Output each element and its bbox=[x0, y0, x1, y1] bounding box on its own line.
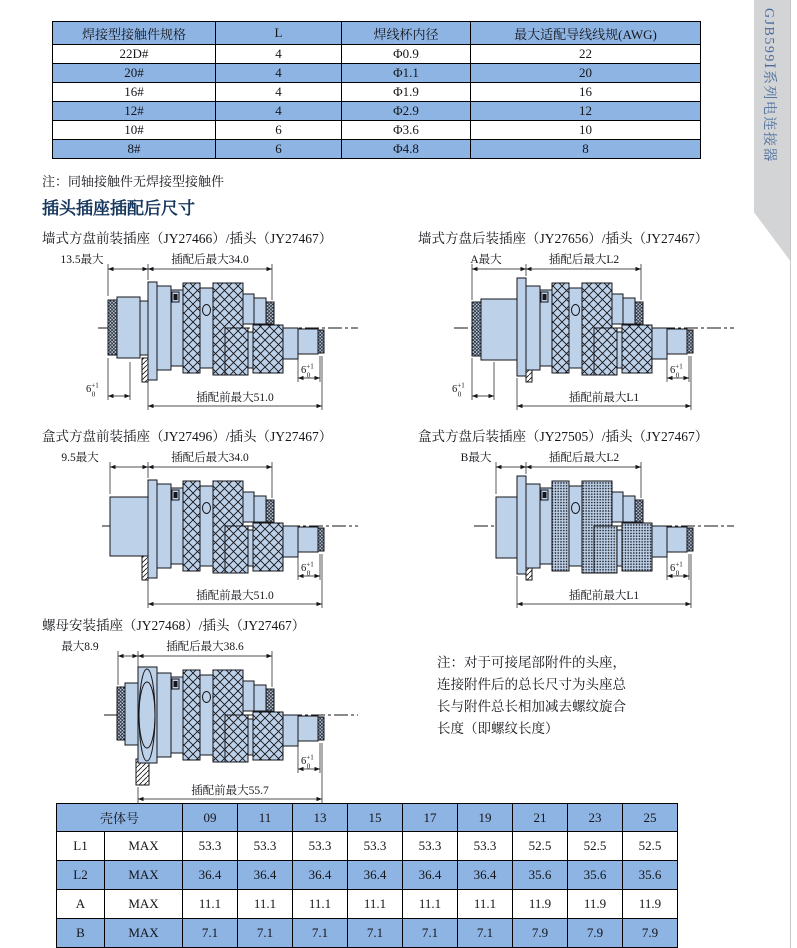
contact-table-cell: 20# bbox=[53, 64, 216, 83]
shell-value-cell: 35.6 bbox=[513, 861, 568, 890]
contact-table-cell: 20 bbox=[471, 64, 701, 83]
drawing-title-wall-rear: 墙式方盘后装插座（JY27656）/插头（JY27467） bbox=[418, 231, 709, 246]
note-line: 长与附件总长相加减去螺纹旋合 bbox=[437, 699, 626, 714]
contact-table-row bbox=[53, 140, 701, 159]
shell-value-cell: 7.1 bbox=[348, 919, 403, 948]
contact-table-cell: 8# bbox=[53, 140, 216, 159]
contact-table-header-row bbox=[53, 22, 701, 45]
drawing-jam-nut bbox=[22, 637, 362, 818]
dim-label-left: A最大 bbox=[470, 254, 502, 266]
shell-size-header-cell: 25 bbox=[623, 804, 678, 832]
drawing-title-jam-nut: 螺母安装插座（JY27468）/插头（JY27467） bbox=[42, 618, 306, 633]
contact-table-cell: Φ3.6 bbox=[342, 121, 471, 140]
shell-value-cell: 53.3 bbox=[183, 832, 238, 861]
shell-value-cell: 7.1 bbox=[458, 919, 513, 948]
section-title: 插头插座插配后尺寸 bbox=[42, 199, 195, 218]
shell-value-cell: 52.5 bbox=[568, 832, 623, 861]
contact-table-cell: 4 bbox=[216, 83, 342, 102]
shell-size-header-cell: 17 bbox=[403, 804, 458, 832]
shell-value-cell: 53.3 bbox=[348, 832, 403, 861]
shell-dim-name-cell: L2 bbox=[57, 861, 105, 890]
shell-value-cell: 11.9 bbox=[568, 890, 623, 919]
shell-value-cell: 53.3 bbox=[293, 832, 348, 861]
shell-value-cell: 11.9 bbox=[623, 890, 678, 919]
contact-table-cell: Φ1.1 bbox=[342, 64, 471, 83]
drawing-box-rear bbox=[424, 448, 764, 623]
shell-qualifier-cell: MAX bbox=[105, 832, 183, 861]
tolerance-label: $6^{+1}$ 0 bbox=[86, 381, 99, 399]
drawing-title-wall-front: 墙式方盘前装插座（JY27466）/插头（JY27467） bbox=[42, 231, 333, 246]
dim-label-mated: 插配后最大34.0 bbox=[171, 254, 249, 266]
shell-value-cell: 52.5 bbox=[623, 832, 678, 861]
shell-value-cell: 36.4 bbox=[293, 861, 348, 890]
shell-size-header-cell: 15 bbox=[348, 804, 403, 832]
note-line: 连接附件后的总长尺寸为头座总 bbox=[437, 677, 626, 692]
contact-table-cell: 16# bbox=[53, 83, 216, 102]
shell-value-cell: 7.9 bbox=[568, 919, 623, 948]
shell-table-row bbox=[57, 832, 678, 861]
contact-table-cell: 4 bbox=[216, 64, 342, 83]
contact-table-cell: 6 bbox=[216, 121, 342, 140]
shell-table-row bbox=[57, 861, 678, 890]
shell-value-cell: 11.1 bbox=[293, 890, 348, 919]
dim-label-mated: 插配后最大L2 bbox=[548, 254, 620, 266]
contact-table-row bbox=[53, 102, 701, 121]
shell-size-header-cell: 23 bbox=[568, 804, 623, 832]
contact-table-row bbox=[53, 83, 701, 102]
contact-table-cell: 10 bbox=[471, 121, 701, 140]
contact-note: 注：同轴接触件无焊接型接触件 bbox=[42, 174, 225, 189]
shell-value-cell: 53.3 bbox=[458, 832, 513, 861]
contact-table-cell: 6 bbox=[216, 140, 342, 159]
shell-value-cell: 36.4 bbox=[403, 861, 458, 890]
shell-value-cell: 11.9 bbox=[513, 890, 568, 919]
shell-size-header-cell: 09 bbox=[183, 804, 238, 832]
contact-table-cell: 12 bbox=[471, 102, 701, 121]
shell-value-cell: 7.1 bbox=[293, 919, 348, 948]
shell-value-cell: 53.3 bbox=[403, 832, 458, 861]
dim-label-mated: 插配后最大L2 bbox=[548, 452, 620, 464]
shell-value-cell: 36.4 bbox=[183, 861, 238, 890]
shell-value-cell: 11.1 bbox=[183, 890, 238, 919]
shell-value-cell: 7.1 bbox=[183, 919, 238, 948]
shell-value-cell: 52.5 bbox=[513, 832, 568, 861]
contact-table-cell: 12# bbox=[53, 102, 216, 121]
shell-table-row bbox=[57, 890, 678, 919]
contact-table-cell: 22D# bbox=[53, 45, 216, 64]
dim-label-left: B最大 bbox=[460, 452, 492, 464]
contact-table-cell: Φ2.9 bbox=[342, 102, 471, 121]
shell-size-header-cell: 21 bbox=[513, 804, 568, 832]
shell-value-cell: 35.6 bbox=[623, 861, 678, 890]
shell-value-cell: 11.1 bbox=[348, 890, 403, 919]
contact-table-cell: Φ1.9 bbox=[342, 83, 471, 102]
contact-table-header-cell: 焊接型接触件规格 bbox=[53, 22, 216, 45]
dim-label-overall: 插配前最大55.7 bbox=[191, 785, 269, 797]
dim-label-left: 最大8.9 bbox=[61, 641, 99, 653]
dim-label-overall: 插配前最大L1 bbox=[568, 392, 640, 404]
dim-label-overall: 插配前最大L1 bbox=[568, 590, 640, 602]
note-line: 长度（即螺纹长度） bbox=[437, 721, 559, 736]
dim-label-mated: 插配后最大34.0 bbox=[171, 452, 249, 464]
shell-value-cell: 7.1 bbox=[238, 919, 293, 948]
dim-label-left: 13.5最大 bbox=[60, 254, 104, 266]
shell-value-cell: 53.3 bbox=[238, 832, 293, 861]
note-line: 注：对于可接尾部附件的头座， bbox=[437, 655, 626, 670]
shell-value-cell: 11.1 bbox=[403, 890, 458, 919]
shell-value-cell: 7.9 bbox=[513, 919, 568, 948]
tolerance-label: $6^{+1}$ 0 bbox=[670, 560, 683, 578]
contact-table-header-cell: 焊线杯内径 bbox=[342, 22, 471, 45]
contact-table-header-cell: 最大适配导线线规(AWG) bbox=[471, 22, 701, 45]
drawing-wall-rear bbox=[424, 250, 764, 425]
contact-table-row bbox=[53, 45, 701, 64]
tolerance-label: $6^{+1}$ 0 bbox=[301, 560, 314, 578]
contact-table-cell: 4 bbox=[216, 102, 342, 121]
shell-qualifier-cell: MAX bbox=[105, 890, 183, 919]
drawing-wall-front bbox=[22, 250, 362, 425]
shell-table-row bbox=[57, 919, 678, 948]
shell-dim-name-cell: B bbox=[57, 919, 105, 948]
shell-value-cell: 36.4 bbox=[458, 861, 513, 890]
shell-table-header-row bbox=[57, 804, 678, 832]
shell-value-cell: 7.1 bbox=[403, 919, 458, 948]
contact-table-cell: 4 bbox=[216, 45, 342, 64]
contact-table-row bbox=[53, 64, 701, 83]
shell-qualifier-cell: MAX bbox=[105, 919, 183, 948]
shell-table-corner-cell: 壳体号 bbox=[57, 804, 183, 832]
shell-value-cell: 11.1 bbox=[238, 890, 293, 919]
shell-value-cell: 7.9 bbox=[623, 919, 678, 948]
page-edge-line bbox=[790, 0, 791, 948]
dim-label-overall: 插配前最大51.0 bbox=[196, 590, 274, 602]
shell-size-header-cell: 11 bbox=[238, 804, 293, 832]
shell-qualifier-cell: MAX bbox=[105, 861, 183, 890]
shell-size-header-cell: 13 bbox=[293, 804, 348, 832]
tolerance-label: $6^{+1}$ 0 bbox=[301, 362, 314, 380]
tolerance-label: $6^{+1}$ 0 bbox=[452, 381, 465, 399]
dim-label-overall: 插配前最大51.0 bbox=[196, 392, 274, 404]
shell-value-cell: 36.4 bbox=[238, 861, 293, 890]
drawing-title-box-rear: 盒式方盘后装插座（JY27505）/插头（JY27467） bbox=[418, 429, 709, 444]
contact-table-cell: 16 bbox=[471, 83, 701, 102]
contact-table-header-cell: L bbox=[216, 22, 342, 45]
drawing-box-front bbox=[22, 448, 362, 623]
dim-label-mated: 插配后最大38.6 bbox=[166, 641, 244, 653]
shell-dim-name-cell: L1 bbox=[57, 832, 105, 861]
drawing-title-box-front: 盒式方盘前装插座（JY27496）/插头（JY27467） bbox=[42, 429, 333, 444]
contact-table-cell: 22 bbox=[471, 45, 701, 64]
shell-value-cell: 35.6 bbox=[568, 861, 623, 890]
contact-table-cell: 8 bbox=[471, 140, 701, 159]
contact-table-cell: Φ0.9 bbox=[342, 45, 471, 64]
series-tab-label: GJB599Ⅰ系列电连接器 bbox=[761, 8, 776, 163]
contact-table-row bbox=[53, 121, 701, 140]
shell-value-cell: 36.4 bbox=[348, 861, 403, 890]
shell-value-cell: 11.1 bbox=[458, 890, 513, 919]
tolerance-label: $6^{+1}$ 0 bbox=[301, 753, 314, 771]
shell-size-header-cell: 19 bbox=[458, 804, 513, 832]
contact-table-cell: Φ4.8 bbox=[342, 140, 471, 159]
contact-table-cell: 10# bbox=[53, 121, 216, 140]
shell-dim-name-cell: A bbox=[57, 890, 105, 919]
contact-spec-table bbox=[52, 21, 701, 159]
dim-label-left: 9.5最大 bbox=[61, 452, 99, 464]
tail-accessory-note bbox=[437, 652, 626, 740]
tolerance-label: $6^{+1}$ 0 bbox=[670, 362, 683, 380]
shell-size-table bbox=[56, 803, 678, 948]
